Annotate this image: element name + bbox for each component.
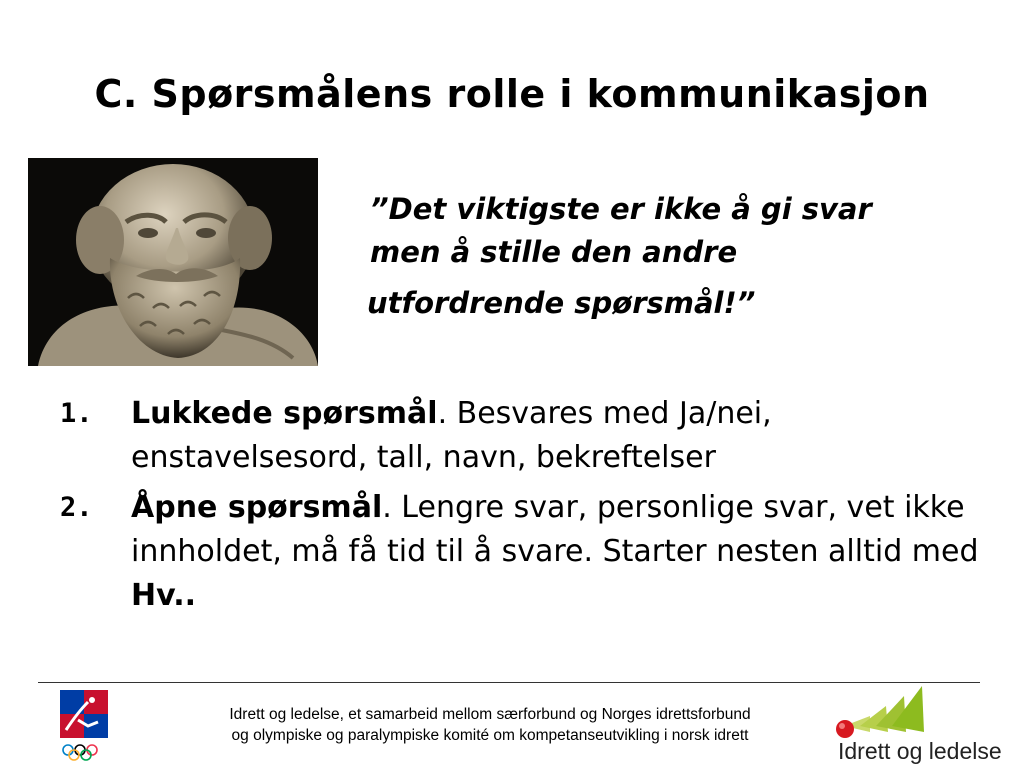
slide-title: C. Spørsmålens rolle i kommunikasjon — [94, 72, 930, 116]
list-item-closed-questions — [60, 392, 990, 480]
list-emphasis: Hv.. — [131, 578, 197, 613]
list-term: Lukkede spørsmål — [131, 396, 438, 431]
footer-text — [150, 704, 830, 746]
list-number: 1. — [60, 398, 93, 429]
footer-line-1: Idrett og ledelse, et samarbeid mellom særforbund og Norges idrettsforbund — [229, 706, 751, 723]
quote-line-2: men å stille den andre — [370, 235, 738, 269]
quote-line-1: ”Det viktigste er ikke å gi svar — [370, 192, 872, 226]
olympic-rings-icon — [58, 690, 110, 768]
olympic-committee-logo — [58, 690, 110, 768]
list-item-open-questions — [60, 486, 990, 618]
footer-line-2: og olympiske og paralympiske komité om kompetanseutvikling i norsk idrett — [231, 727, 749, 744]
socrates-portrait-image — [28, 158, 318, 366]
socrates-bust-illustration — [28, 158, 318, 366]
list-number: 2. — [60, 492, 93, 523]
right-logo-text: Idrett og ledelse — [838, 738, 1002, 764]
list-term: Åpne spørsmål — [131, 490, 383, 525]
logo-graphic-icon — [830, 682, 1010, 738]
list-description: . Lengre svar, personlige svar, vet ikke innholdet, må få tid til å svare. Starter nesten alltid med — [131, 490, 979, 569]
quote-line-3: utfordrende spørsmål!” — [367, 286, 756, 320]
question-types-list — [60, 392, 990, 624]
socrates-quote — [367, 188, 970, 325]
list-description: . Besvares med Ja/nei, enstavelsesord, tall, navn, bekreftelser — [131, 396, 772, 475]
